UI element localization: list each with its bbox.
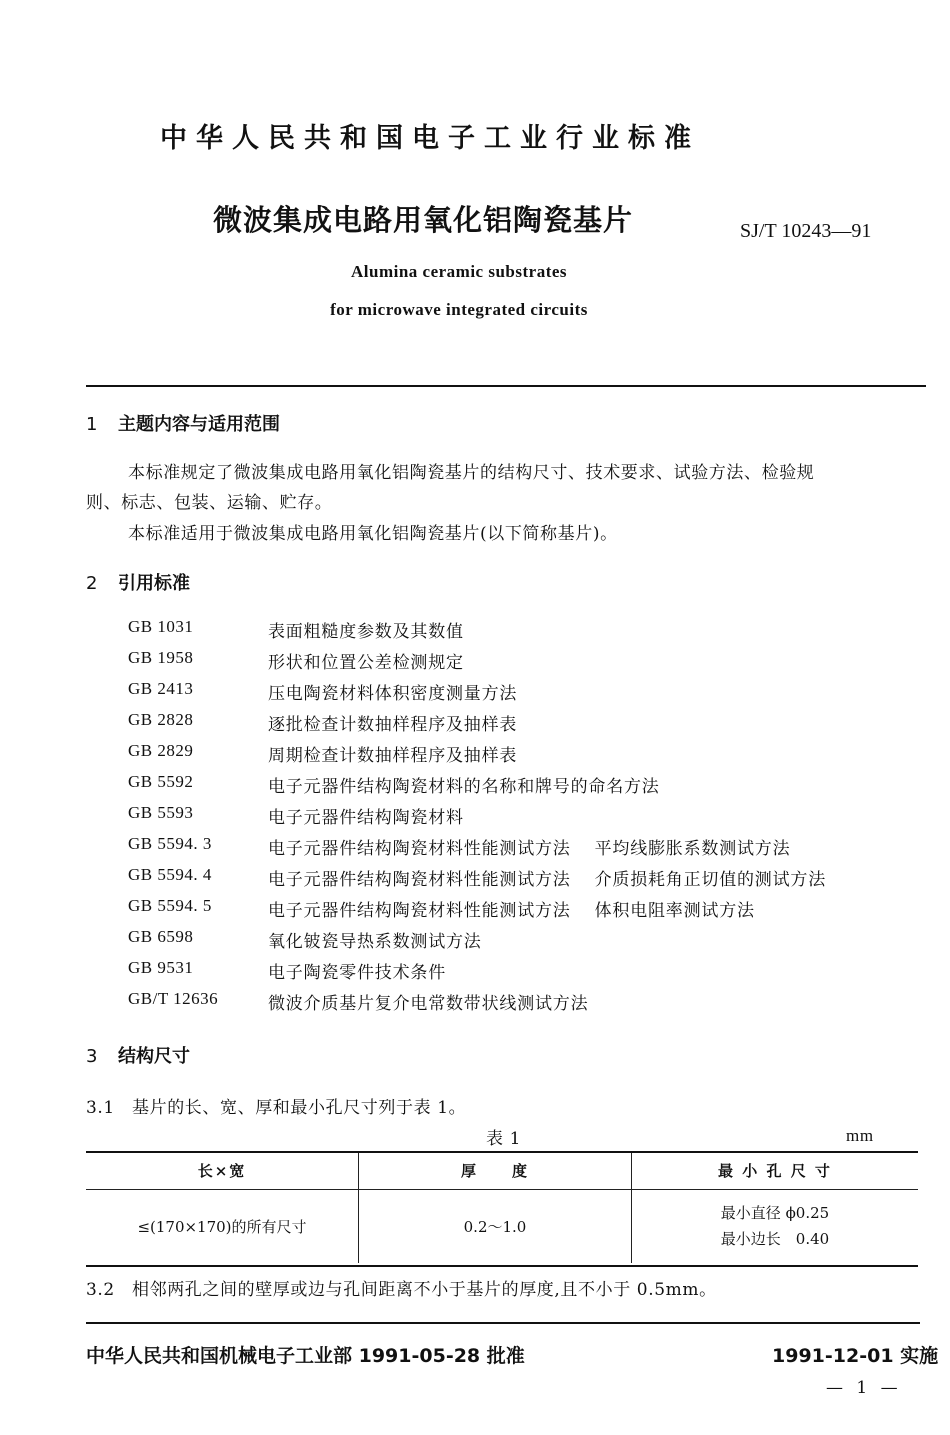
ref-code: GB 2413 [128, 679, 194, 698]
ref-code: GB/T 12636 [128, 989, 219, 1008]
table-bottom-rule [86, 1265, 918, 1267]
section2-number: 2 [86, 573, 98, 594]
ref-title: 表面粗糙度参数及其数值 [268, 622, 464, 642]
section1-number: 1 [86, 414, 98, 435]
ref-title: 微波介质基片复介电常数带状线测试方法 [268, 994, 589, 1014]
table-cell-min-hole [632, 1189, 919, 1263]
standard-header: 中华人民共和国电子工业行业标准 [160, 123, 700, 154]
header-divider [86, 385, 926, 387]
min-hole-side: 最小边长 0.40 [720, 1230, 830, 1249]
section2-title: 引用标准 [118, 573, 190, 594]
table-caption: 表 1 [486, 1129, 522, 1149]
ref-code: GB 5592 [128, 772, 194, 791]
clause-3-1-number: 3.1 [86, 1098, 115, 1118]
standard-number: SJ/T 10243—91 [740, 220, 872, 242]
section1-heading [86, 410, 280, 436]
section1-para2: 本标准适用于微波集成电路用氧化铝陶瓷基片(以下简称基片)。 [128, 524, 618, 544]
clause-3-1 [86, 1093, 466, 1118]
table-header-thickness: 厚 度 [359, 1153, 632, 1189]
clause-3-2-number: 3.2 [86, 1280, 115, 1300]
ref-code: GB 5593 [128, 803, 194, 822]
ref-code: GB 1031 [128, 617, 194, 636]
ref-code: GB 1958 [128, 648, 194, 667]
section3-number: 3 [86, 1046, 98, 1067]
section2-heading [86, 569, 190, 595]
footer-divider [86, 1322, 920, 1324]
ref-title: 氧化铍瓷导热系数测试方法 [268, 932, 482, 952]
ref-title: 电子元器件结构陶瓷材料性能测试方法 介质损耗角正切值的测试方法 [268, 870, 827, 890]
implementation-date: 1991-12-01 实施 [772, 1345, 939, 1367]
min-hole-diameter: 最小直径 ϕ0.25 [720, 1204, 830, 1223]
table-row [86, 1189, 918, 1263]
dimensions-table [86, 1153, 918, 1263]
ref-code: GB 5594. 3 [128, 834, 212, 853]
section3-title: 结构尺寸 [118, 1046, 190, 1067]
ref-code: GB 5594. 5 [128, 896, 212, 915]
section3-heading [86, 1042, 190, 1068]
clause-3-2-text: 相邻两孔之间的壁厚或边与孔间距离不小于基片的厚度,且不小于 0.5mm。 [132, 1280, 717, 1300]
approval-line: 中华人民共和国机械电子工业部 1991-05-28 批准 [86, 1345, 525, 1367]
document-title-en-line1: Alumina ceramic substrates [350, 262, 568, 281]
ref-title: 逐批检查计数抽样程序及抽样表 [268, 715, 518, 735]
section1-para1-line2: 则、标志、包装、运输、贮存。 [86, 493, 333, 513]
ref-code: GB 6598 [128, 927, 194, 946]
ref-title: 电子元器件结构陶瓷材料性能测试方法 体积电阻率测试方法 [268, 901, 755, 921]
section1-para1-line1: 本标准规定了微波集成电路用氧化铝陶瓷基片的结构尺寸、技术要求、试验方法、检验规 [128, 463, 815, 483]
ref-title: 压电陶瓷材料体积密度测量方法 [268, 684, 518, 704]
table-unit: mm [846, 1126, 874, 1145]
ref-title: 电子元器件结构陶瓷材料 [268, 808, 464, 828]
ref-code: GB 2828 [128, 710, 194, 729]
ref-code: GB 9531 [128, 958, 194, 977]
table-cell-thickness: 0.2～1.0 [359, 1189, 632, 1263]
clause-3-1-text: 基片的长、宽、厚和最小孔尺寸列于表 1。 [132, 1098, 467, 1118]
clause-3-2 [86, 1275, 717, 1300]
page-number: — 1 — [826, 1378, 902, 1398]
ref-title: 电子元器件结构陶瓷材料的名称和牌号的命名方法 [268, 777, 660, 797]
document-title-en-line2: for microwave integrated circuits [330, 300, 588, 319]
section1-title: 主题内容与适用范围 [118, 414, 280, 435]
table-cell-size: ≤(170×170)的所有尺寸 [137, 1217, 307, 1236]
ref-title: 形状和位置公差检测规定 [268, 653, 464, 673]
ref-title: 周期检查计数抽样程序及抽样表 [268, 746, 518, 766]
ref-title: 电子陶瓷零件技术条件 [268, 963, 446, 983]
table-header-size: 长×宽 [86, 1153, 359, 1189]
ref-title: 电子元器件结构陶瓷材料性能测试方法 平均线膨胀系数测试方法 [268, 839, 791, 859]
document-title-zh: 微波集成电路用氧化铝陶瓷基片 [213, 203, 634, 237]
ref-code: GB 2829 [128, 741, 194, 760]
ref-code: GB 5594. 4 [128, 865, 212, 884]
table-header-min-hole: 最 小 孔 尺 寸 [632, 1153, 919, 1189]
